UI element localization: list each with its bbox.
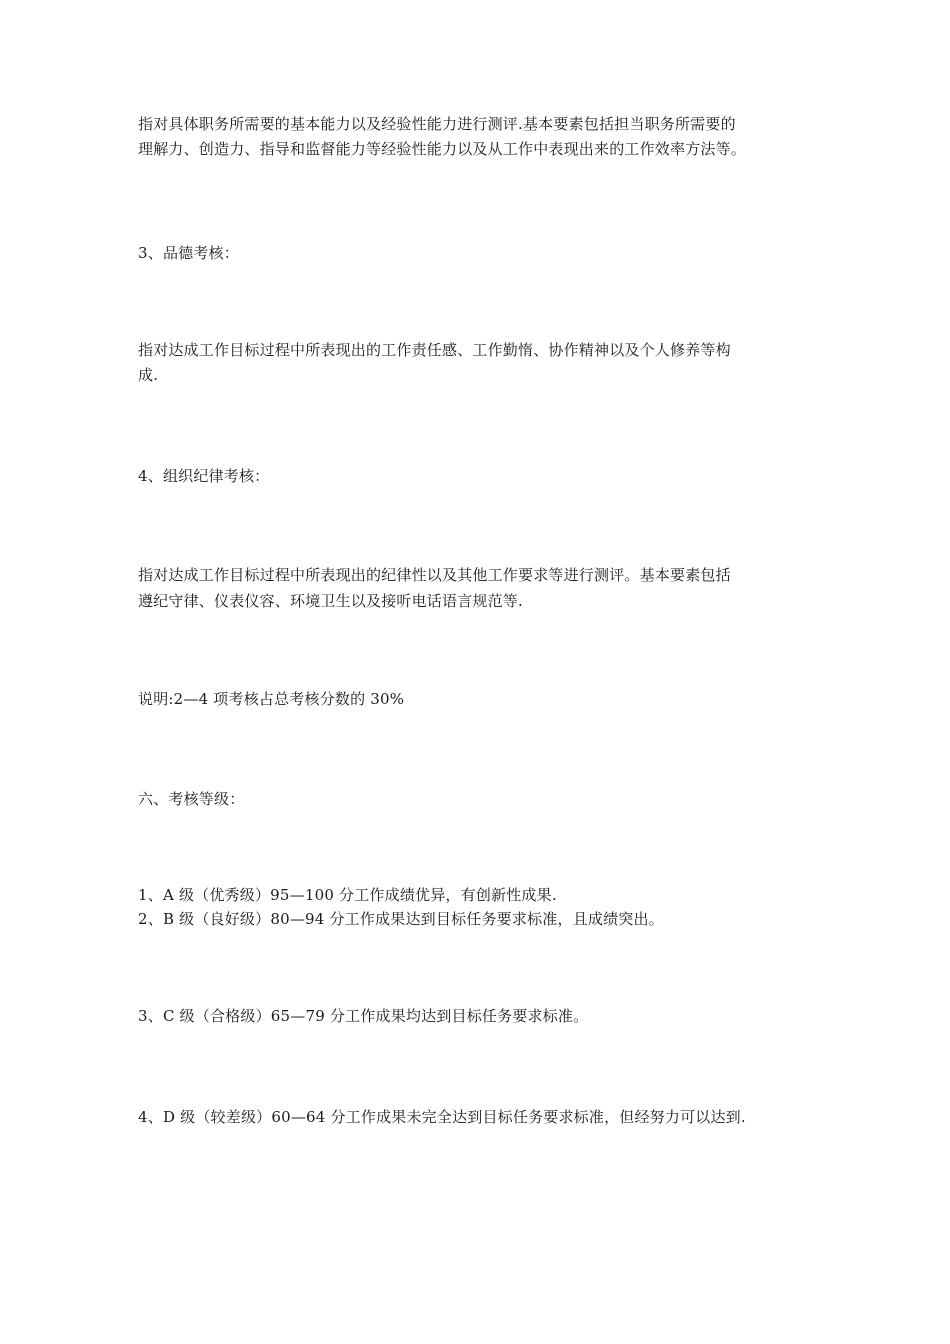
section-heading: 4、组织纪律考核：: [138, 467, 270, 485]
grade-item: 1、A 级（优秀级）95—100 分工作成绩优异，有创新性成果.: [138, 886, 557, 904]
section-heading: 六、考核等级：: [138, 790, 245, 808]
grade-item: 4、D 级（较差级）60—64 分工作成果未完全达到目标任务要求标准，但经努力可以达到.: [138, 1108, 746, 1126]
paragraph-line: 指对具体职务所需要的基本能力以及经验性能力进行测评.基本要素包括担当职务所需要的: [138, 115, 736, 133]
section-heading: 3、品德考核：: [138, 244, 239, 262]
grade-item: 3、C 级（合格级）65—79 分工作成果均达到目标任务要求标准。: [138, 1007, 589, 1025]
paragraph-line: 指对达成工作目标过程中所表现出的工作责任感、工作勤惰、协作精神以及个人修养等构: [138, 341, 731, 359]
paragraph-line: 成.: [138, 366, 159, 384]
paragraph-line: 遵纪守律、仪表仪容、环境卫生以及接听电话语言规范等.: [138, 592, 523, 610]
paragraph-line: 指对达成工作目标过程中所表现出的纪律性以及其他工作要求等进行测评。基本要素包括: [138, 566, 731, 584]
grade-item: 2、B 级（良好级）80—94 分工作成果达到目标任务要求标准，且成绩突出。: [138, 910, 664, 928]
note-line: 说明:2—4 项考核占总考核分数的 30%: [138, 690, 405, 708]
paragraph-line: 理解力、创造力、指导和监督能力等经验性能力以及从工作中表现出来的工作效率方法等。: [138, 140, 747, 158]
